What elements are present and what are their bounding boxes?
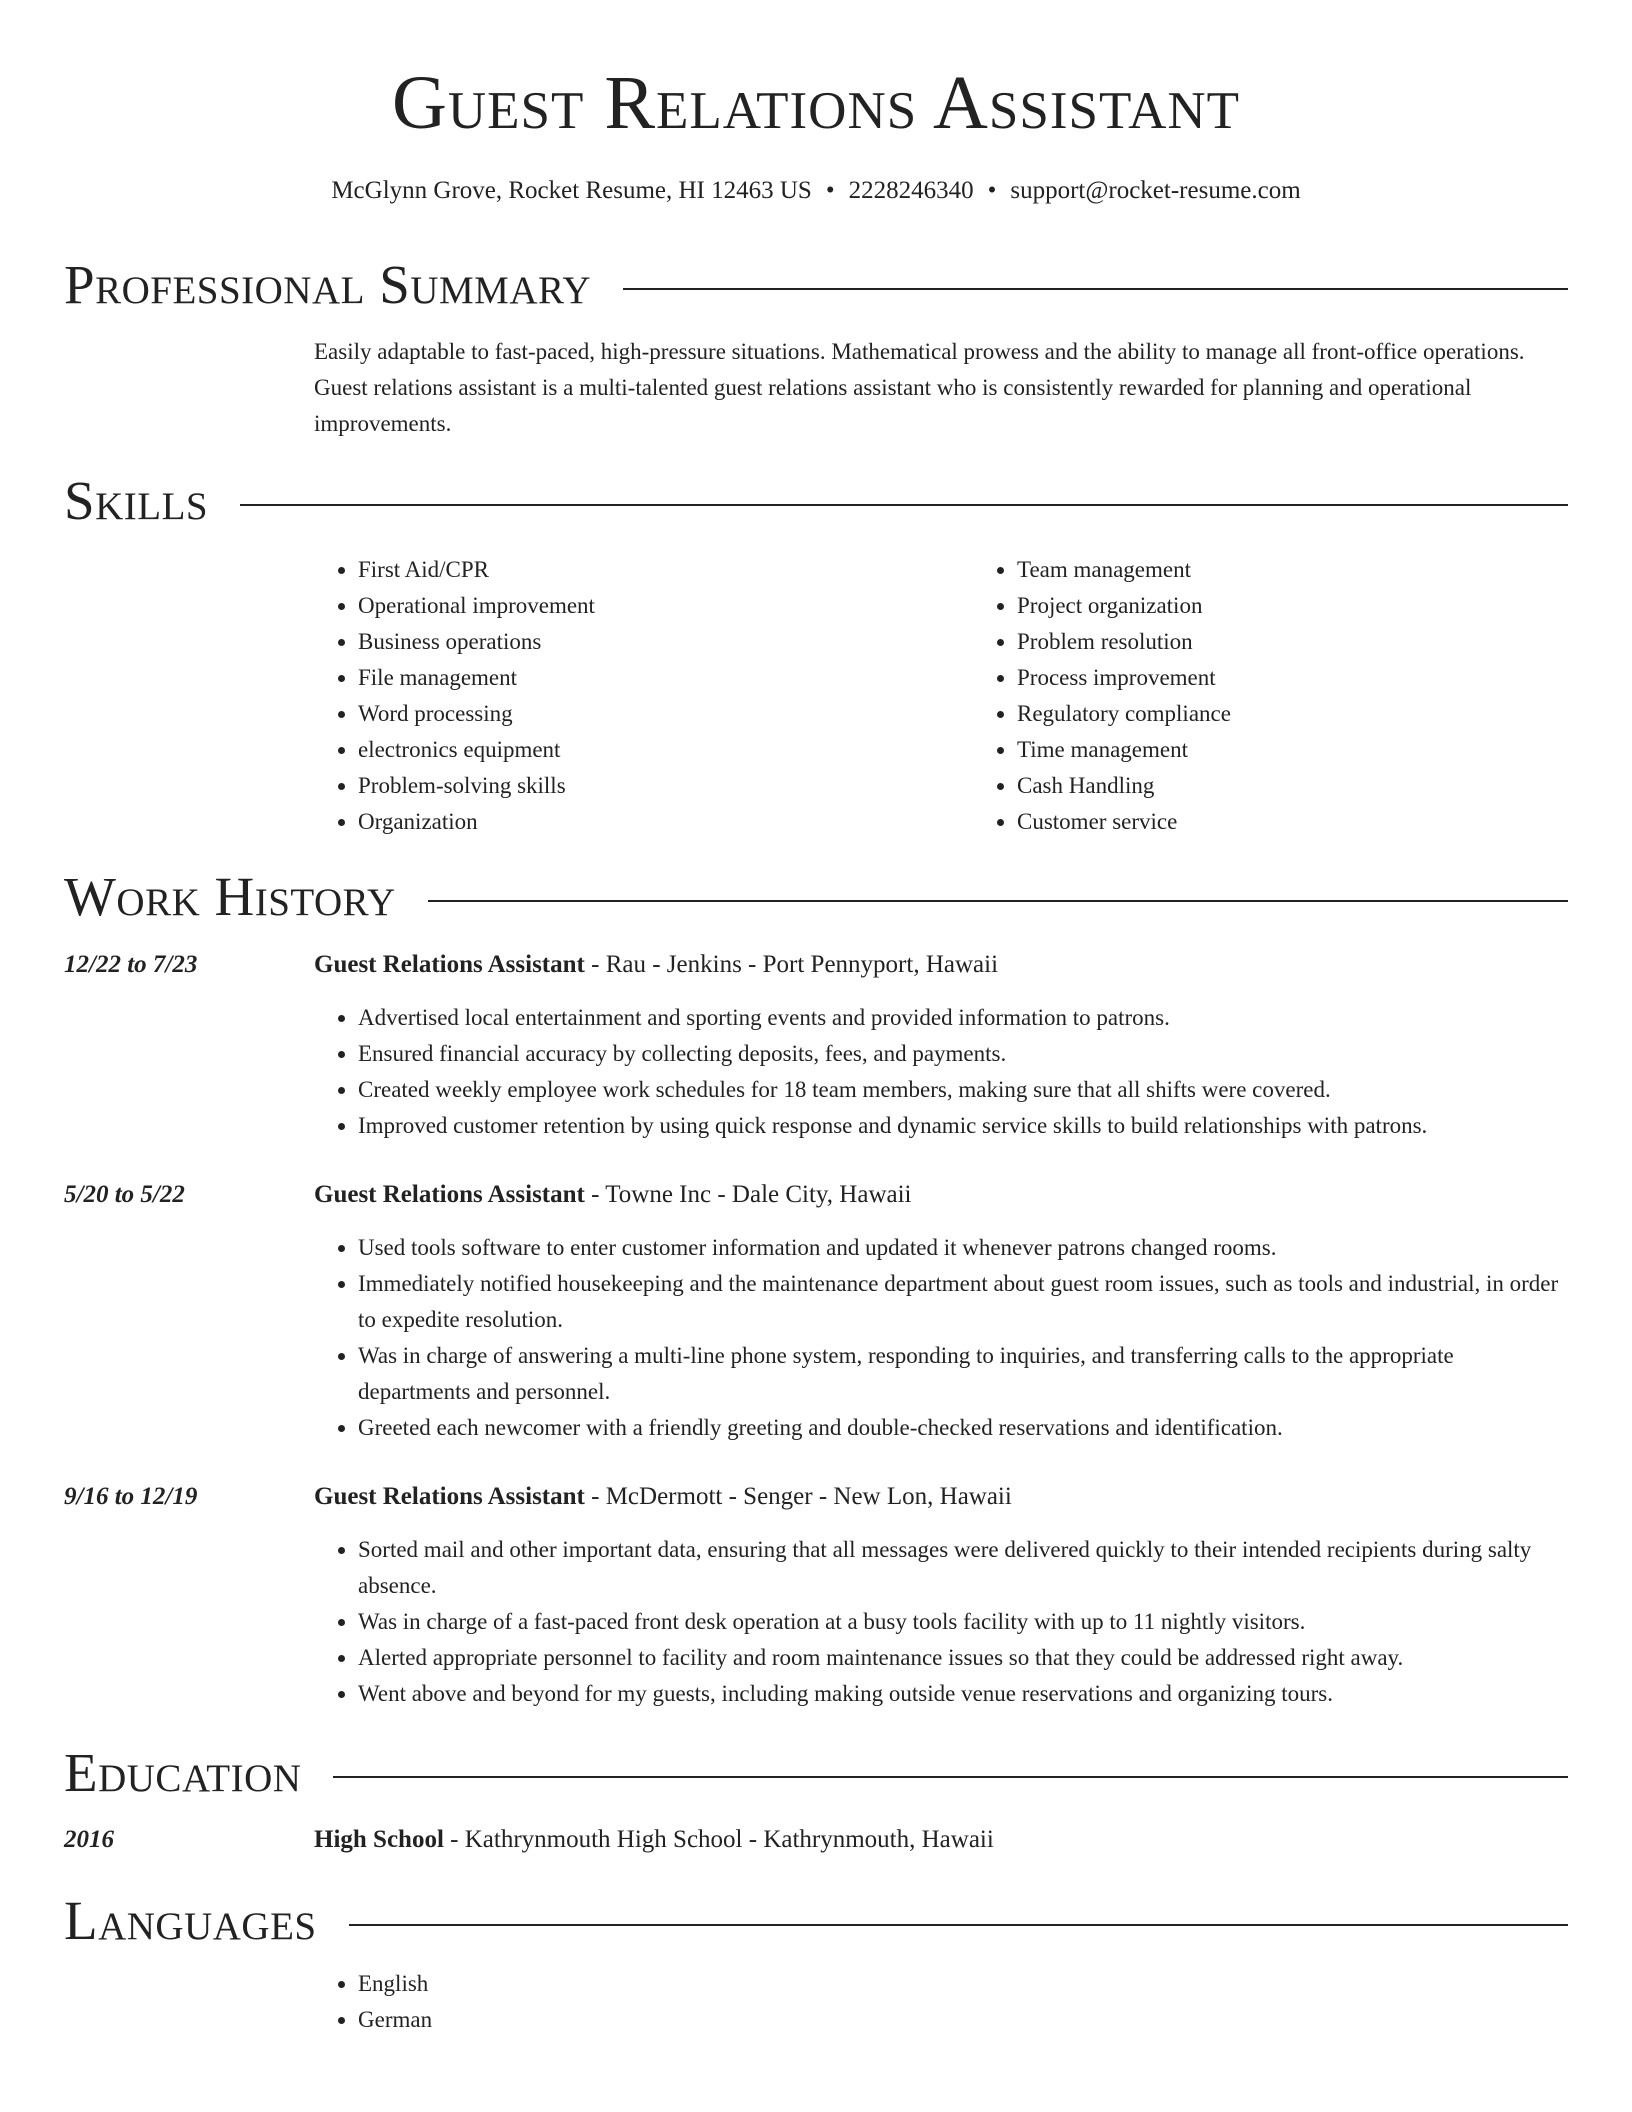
- skill-item: • Cash Handling: [1017, 768, 1231, 804]
- job-bullet: • Alerted appropriate personnel to facility and room maintenance issues so that they could be addressed right away.: [358, 1640, 1568, 1676]
- skill-item: • Team management: [1017, 552, 1231, 588]
- contact-address: McGlynn Grove, Rocket Resume, HI 12463 US: [331, 177, 812, 204]
- job-bullet: • Immediately notified housekeeping and the maintenance department about guest room issues, such as tools and industrial, in order to expedite resolution.: [358, 1266, 1568, 1338]
- education-school: - Kathrynmouth High School - Kathrynmouth, Hawaii: [443, 1826, 994, 1853]
- job-bullet: • Was in charge of answering a multi-line phone system, responding to inquiries, and transferring calls to the appropriate departments and personnel.: [358, 1338, 1568, 1410]
- job-dates: 5/20 to 5/22: [64, 1181, 185, 1208]
- job-bullet: • Greeted each newcomer with a friendly greeting and double-checked reservations and identification.: [358, 1410, 1568, 1446]
- section-divider: [623, 288, 1568, 290]
- skill-item: • Project organization: [1017, 588, 1231, 624]
- section-divider: [333, 1776, 1568, 1778]
- section-divider: [428, 900, 1568, 902]
- job-bullets: [314, 1000, 1568, 1144]
- education-entry: [314, 1823, 1568, 1857]
- job-bullet: • Created weekly employee work schedules for 18 team members, making sure that all shifts were covered.: [358, 1072, 1568, 1108]
- job-heading: [314, 1480, 1568, 1514]
- contact-separator: •: [987, 177, 997, 204]
- skill-item: • Problem-solving skills: [358, 768, 973, 804]
- job-heading: [314, 948, 1568, 982]
- section-divider: [349, 1924, 1568, 1926]
- contact-phone: 2228246340: [848, 177, 974, 204]
- skills-column-right: [973, 552, 1231, 840]
- section-header-work: [64, 866, 1568, 928]
- section-title-work: Work History: [64, 866, 396, 927]
- section-divider: [240, 504, 1568, 506]
- languages-list: [314, 1966, 1568, 2038]
- job-dates: 9/16 to 12/19: [64, 1483, 198, 1510]
- job-entry: [314, 1178, 1568, 1446]
- skill-item: • Process improvement: [1017, 660, 1231, 696]
- skill-item: • Regulatory compliance: [1017, 696, 1231, 732]
- skill-item: • Time management: [1017, 732, 1231, 768]
- skill-item: • First Aid/CPR: [358, 552, 973, 588]
- job-bullet: • Used tools software to enter customer information and updated it whenever patrons changed rooms.: [358, 1230, 1568, 1266]
- job-heading: [314, 1178, 1568, 1212]
- skill-item: • electronics equipment: [358, 732, 973, 768]
- skills-column-left: [314, 552, 973, 840]
- language-item: • German: [358, 2002, 1568, 2038]
- job-employer: - McDermott - Senger - New Lon, Hawaii: [584, 1483, 1012, 1510]
- job-bullet: • Went above and beyond for my guests, including making outside venue reservations and organizing tours.: [358, 1676, 1568, 1712]
- language-item: • English: [358, 1966, 1568, 2002]
- education-heading: [314, 1823, 1568, 1857]
- skill-item: • Word processing: [358, 696, 973, 732]
- job-bullet: • Ensured financial accuracy by collecting deposits, fees, and payments.: [358, 1036, 1568, 1072]
- job-title: Guest Relations Assistant: [314, 1181, 585, 1208]
- skill-item: • File management: [358, 660, 973, 696]
- job-bullet: • Sorted mail and other important data, ensuring that all messages were delivered quickly to their intended recipients during salty absence.: [358, 1532, 1568, 1604]
- section-header-skills: [64, 470, 1568, 532]
- job-title: Guest Relations Assistant: [314, 1483, 585, 1510]
- contact-email: support@rocket-resume.com: [1010, 177, 1301, 204]
- job-entry: [314, 1480, 1568, 1712]
- job-employer: - Rau - Jenkins - Port Pennyport, Hawaii: [584, 951, 999, 978]
- summary-block: [314, 334, 1568, 442]
- skill-item: • Customer service: [1017, 804, 1231, 840]
- section-title-education: Education: [64, 1742, 302, 1803]
- contact-line: [0, 174, 1632, 208]
- section-title-languages: Languages: [64, 1890, 317, 1951]
- summary-text: Easily adaptable to fast-paced, high-pressure situations. Mathematical prowess and the ability to manage all front-office operations. Guest relations assistant is a multi-talented guest relations assistant who is consistently rewarded for planning and operational improvements.: [314, 339, 1525, 436]
- education-degree: High School: [314, 1826, 444, 1853]
- job-bullet: • Was in charge of a fast-paced front desk operation at a busy tools facility with up to 11 nightly visitors.: [358, 1604, 1568, 1640]
- job-title: Guest Relations Assistant: [314, 951, 585, 978]
- contact-separator: •: [825, 177, 835, 204]
- job-dates: 12/22 to 7/23: [64, 951, 198, 978]
- section-header-summary: [64, 254, 1568, 316]
- job-bullets: [314, 1230, 1568, 1446]
- skill-item: • Organization: [358, 804, 973, 840]
- section-header-education: [64, 1742, 1568, 1804]
- section-title-summary: Professional Summary: [64, 254, 592, 315]
- section-title-skills: Skills: [64, 470, 209, 531]
- job-bullet: • Advertised local entertainment and sporting events and provided information to patrons.: [358, 1000, 1568, 1036]
- skills-list: [314, 552, 1568, 840]
- skill-item: • Business operations: [358, 624, 973, 660]
- skill-item: • Operational improvement: [358, 588, 973, 624]
- job-bullet: • Improved customer retention by using quick response and dynamic service skills to build relationships with patrons.: [358, 1108, 1568, 1144]
- education-year: 2016: [64, 1826, 114, 1853]
- skill-item: • Problem resolution: [1017, 624, 1231, 660]
- languages-bullets: [314, 1966, 1568, 2038]
- job-employer: - Towne Inc - Dale City, Hawaii: [584, 1181, 912, 1208]
- job-bullets: [314, 1532, 1568, 1712]
- section-header-languages: [64, 1890, 1568, 1952]
- candidate-name: Guest Relations Assistant: [391, 61, 1241, 145]
- job-entry: [314, 948, 1568, 1144]
